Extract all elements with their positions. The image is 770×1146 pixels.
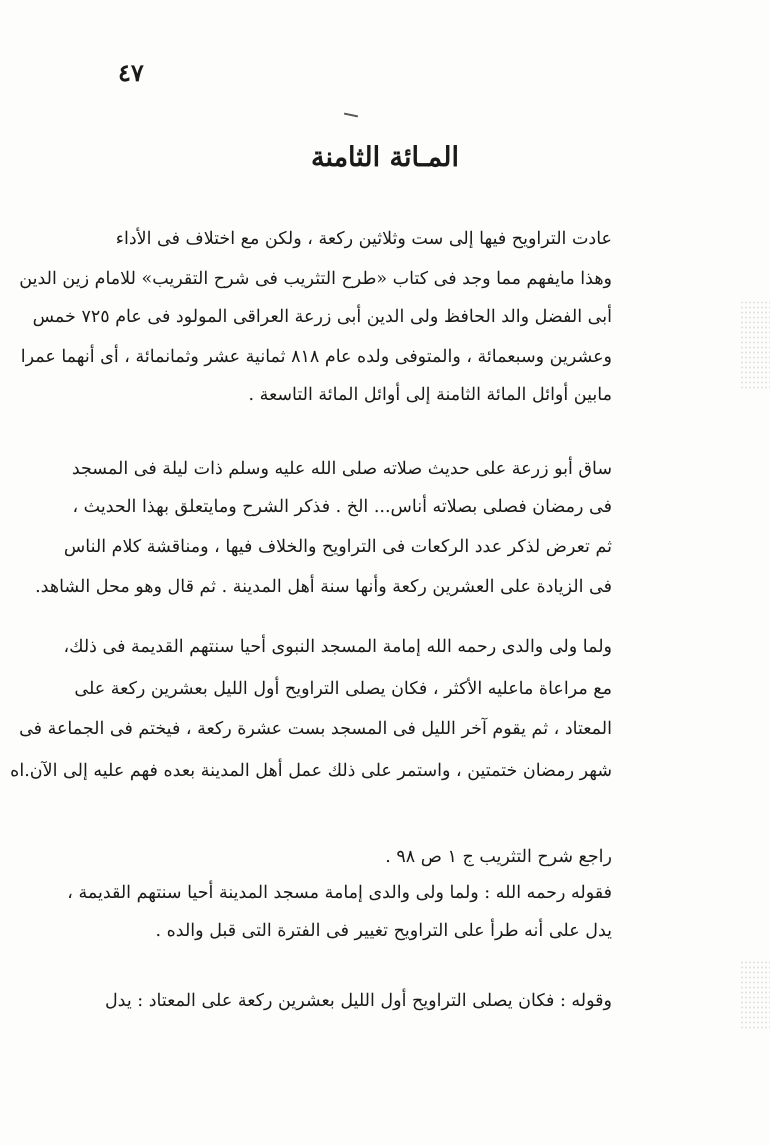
paragraph-1-line-3: أبى الفضل والد الحافظ ولى الدين أبى زرعة العراقى المولود فى عام ٧٢٥ خمس (32, 307, 612, 327)
paragraph-1-line-4: وعشرين وسبعمائة ، والمتوفى ولده عام ٨١٨ ثمانية عشر وثمانمائة ، أى أنهما عمرا (20, 347, 612, 367)
reference-line: راجع شرح التثريب ج ١ ص ٩٨ . (385, 847, 612, 867)
paragraph-2-line-2: فى رمضان فصلى بصلاته أناس... الخ . فذكر الشرح ومايتعلق بهذا الحديث ، (72, 497, 612, 517)
paragraph-1-line-5: مابين أوائل المائة الثامنة إلى أوائل المائة التاسعة . (248, 385, 612, 405)
paragraph-2-line-4: فى الزيادة على العشرين ركعة وأنها سنة أهل المدينة . ثم قال وهو محل الشاهد. (35, 577, 612, 597)
scan-noise (740, 960, 770, 1030)
chapter-title: المـائة الثامنة (310, 142, 460, 173)
paragraph-1-line-2: وهذا مايفهم مما وجد فى كتاب «طرح التثريب فى شرح التقريب» للامام زين الدين (19, 269, 612, 289)
scan-mark (344, 113, 358, 118)
paragraph-3-line-2: مع مراعاة ماعليه الأكثر ، فكان يصلى التراويح أول الليل بعشرين ركعة على (74, 679, 612, 699)
paragraph-5-line-2: يدل على أنه طرأ على التراويح تغيير فى الفترة التى قبل والده . (155, 921, 612, 941)
paragraph-3-line-1: ولما ولى والدى رحمه الله إمامة المسجد النبوى أحيا سنتهم القديمة فى ذلك، (63, 637, 612, 657)
paragraph-3-line-3: المعتاد ، ثم يقوم آخر الليل فى المسجد بست عشرة ركعة ، فيختم فى الجماعة فى (19, 719, 612, 739)
paragraph-5-line-1: فقوله رحمه الله : ولما ولى والدى إمامة مسجد المدينة أحيا سنتهم القديمة ، (67, 883, 612, 903)
paragraph-2-line-3: ثم تعرض لذكر عدد الركعات فى التراويح والخلاف فيها ، ومناقشة كلام الناس (63, 537, 612, 557)
paragraph-1-line-1: عادت التراويح فيها إلى ست وثلاثين ركعة ، ولكن مع اختلاف فى الأداء (115, 229, 612, 249)
paragraph-2-line-1: ساق أبو زرعة على حديث صلاته صلى الله عليه وسلم ذات ليلة فى المسجد (71, 459, 612, 479)
scan-noise (740, 300, 770, 390)
paragraph-3-line-4: شهر رمضان ختمتين ، واستمر على ذلك عمل أهل المدينة بعده فهم عليه إلى الآن.اه (10, 761, 612, 781)
page-number: ٤٧ (118, 58, 144, 87)
paragraph-6-line-1: وقوله : فكان يصلى التراويح أول الليل بعشرين ركعة على المعتاد : يدل (104, 991, 612, 1011)
